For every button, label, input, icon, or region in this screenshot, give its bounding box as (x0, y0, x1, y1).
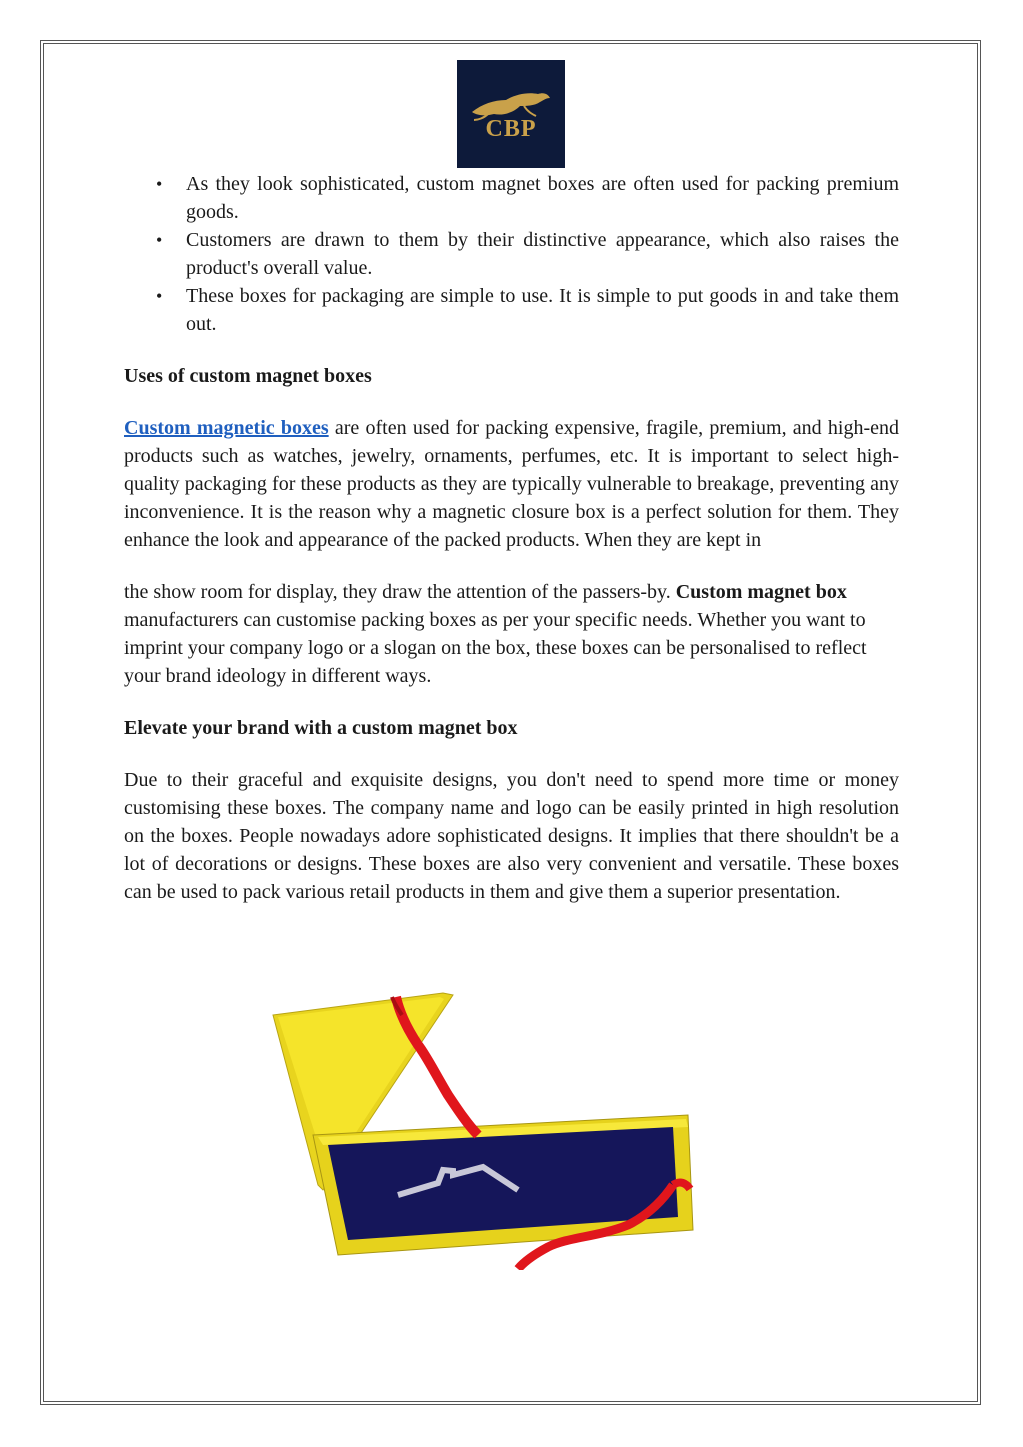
list-item: • As they look sophisticated, custom magnet boxes are often used for packing premium goods. (124, 170, 899, 226)
paragraph-uses-1 (124, 414, 899, 554)
bold-term: Custom magnet box (675, 581, 847, 603)
paragraph-text: are often used for packing expensive, fragile, premium, and high-end products such as watches, jewelry, ornaments, perfumes, etc. It is important to select high-quality packaging for these products as they are typically vulnerable to breakage, preventing any inconvenience. It is the reason why a magnetic closure box is a perfect solution for them. They enhance the look and appearance of the packed products. When they are kept in (124, 417, 899, 551)
cbp-logo (457, 60, 565, 168)
paragraph-elevate: Due to their graceful and exquisite designs, you don't need to spend more time or money customising these boxes. The company name and logo can be easily printed in high resolution on the boxes. People nowadays adore sophisticated designs. It implies that there shouldn't be a lot of decorations or designs. These boxes are also very convenient and versatile. These boxes can be used to pack various retail products in them and give them a superior presentation. (124, 769, 899, 903)
paragraph-text: manufacturers can customise packing boxes as per your specific needs. Whether you want to imprint your company logo or a slogan on the box, these boxes can be personalised to reflect your brand ideology in different ways. (124, 609, 867, 687)
article-body (124, 170, 899, 906)
logo-text: CBP (485, 115, 537, 142)
section-heading-uses: Uses of custom magnet boxes (124, 365, 372, 387)
yellow-magnetic-box-with-red-ribbon-image (268, 985, 708, 1270)
list-item: • These boxes for packaging are simple to use. It is simple to put goods in and take them out. (124, 282, 899, 338)
list-item: • Customers are drawn to them by their distinctive appearance, which also raises the product's overall value. (124, 226, 899, 282)
custom-magnetic-boxes-link[interactable]: Custom magnetic boxes (124, 417, 329, 439)
benefit-list (124, 170, 899, 338)
section-heading-elevate: Elevate your brand with a custom magnet box (124, 717, 518, 739)
paragraph-text: the show room for display, they draw the attention of the passers-by. (124, 581, 676, 603)
paragraph-uses-2 (124, 578, 899, 690)
